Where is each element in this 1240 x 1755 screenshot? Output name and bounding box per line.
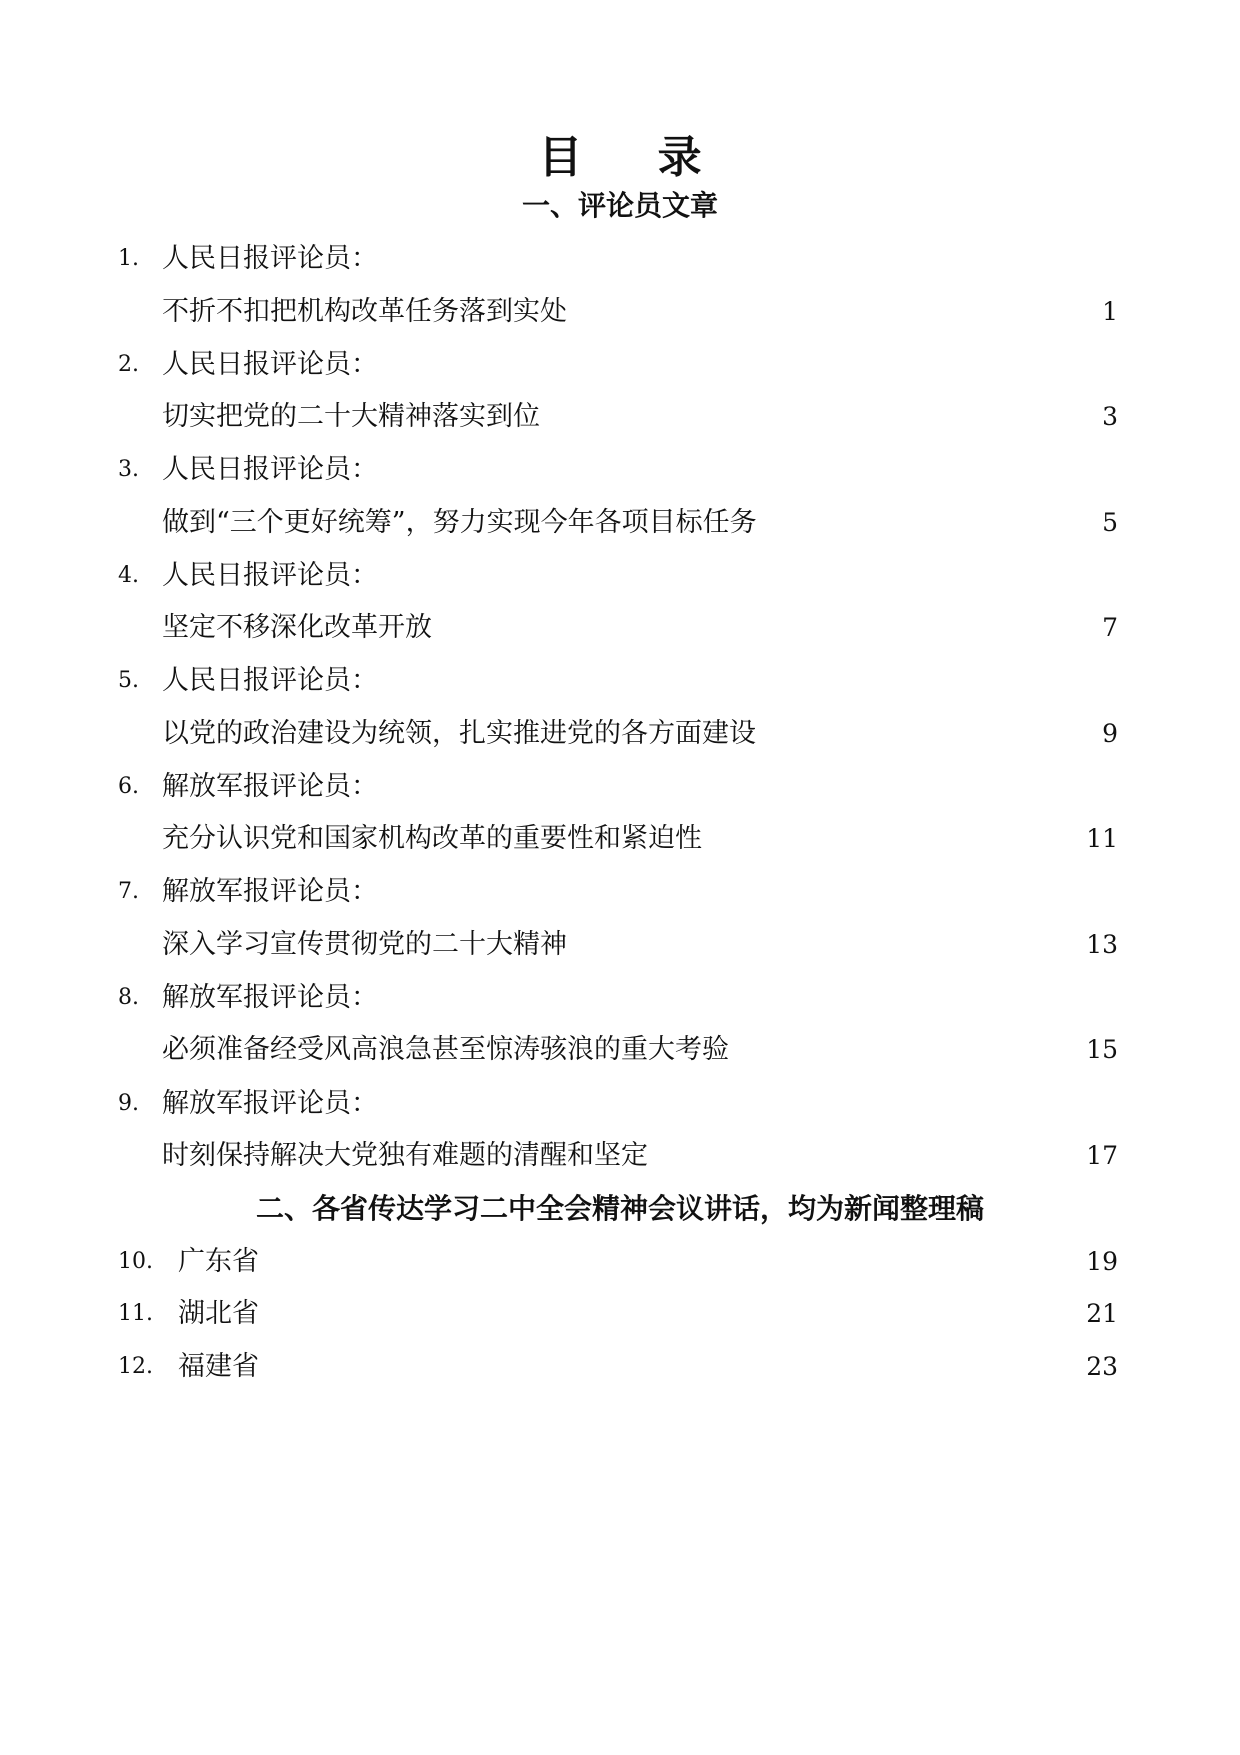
entry-title: 充分认识党和国家机构改革的重要性和紧迫性 (162, 823, 702, 854)
entry-page-number: 1 (1102, 297, 1118, 326)
entry-number: 6. (118, 774, 139, 799)
toc-entry-source-line[interactable] (118, 767, 1118, 807)
entry-page-number: 9 (1102, 719, 1118, 748)
toc-entry-title-line[interactable] (118, 714, 1118, 754)
toc-entry-title-line[interactable] (118, 819, 1118, 859)
entry-source: 人民日报评论员： (162, 349, 378, 380)
entry-source: 人民日报评论员： (162, 243, 378, 274)
entry-title: 坚定不移深化改革开放 (162, 612, 432, 643)
entry-title: 福建省 (178, 1351, 259, 1382)
toc-entry-source-line[interactable] (118, 661, 1118, 701)
entry-title: 做到“三个更好统筹”，努力实现今年各项目标任务 (162, 507, 757, 538)
entry-title: 切实把党的二十大精神落实到位 (162, 401, 540, 432)
entry-number: 1. (118, 246, 139, 271)
entry-number: 2. (118, 352, 139, 377)
entry-page-number: 11 (1086, 824, 1118, 853)
entry-source: 人民日报评论员： (162, 454, 378, 485)
toc-entry-source-line[interactable] (118, 1084, 1118, 1124)
toc-entry-source-line[interactable] (118, 556, 1118, 596)
entry-page-number: 23 (1086, 1352, 1118, 1381)
toc-entry-source-line[interactable] (118, 978, 1118, 1018)
entry-number: 12. (118, 1354, 153, 1379)
toc-entry-title-line[interactable] (118, 503, 1118, 543)
toc-entry-source-line[interactable] (118, 450, 1118, 490)
toc-entry-source-line[interactable] (118, 872, 1118, 912)
toc-entry-title-line[interactable] (118, 1136, 1118, 1176)
toc-entry-source-line[interactable] (118, 239, 1118, 279)
entry-number: 3. (118, 457, 139, 482)
entry-title: 以党的政治建设为统领，扎实推进党的各方面建设 (162, 718, 756, 749)
section-heading-2: 二、各省传达学习二中全会精神会议讲话，均为新闻整理稿 (255, 1192, 984, 1225)
entry-page-number: 13 (1086, 930, 1118, 959)
toc-entry-source-line[interactable] (118, 345, 1118, 385)
toc-entry-province[interactable] (118, 1347, 1118, 1387)
entry-source: 解放军报评论员： (162, 876, 378, 907)
entry-page-number: 15 (1086, 1035, 1118, 1064)
entry-title: 深入学习宣传贯彻党的二十大精神 (162, 929, 567, 960)
toc-entry-province[interactable] (118, 1294, 1118, 1334)
entry-title: 必须准备经受风高浪急甚至惊涛骇浪的重大考验 (162, 1034, 729, 1065)
entry-title: 广东省 (178, 1246, 259, 1277)
entry-page-number: 19 (1086, 1247, 1118, 1276)
entry-source: 解放军报评论员： (162, 982, 378, 1013)
entry-page-number: 3 (1102, 402, 1118, 431)
entry-number: 10. (118, 1249, 153, 1274)
toc-entry-title-line[interactable] (118, 608, 1118, 648)
entry-page-number: 7 (1102, 613, 1118, 642)
entry-source: 人民日报评论员： (162, 665, 378, 696)
entry-number: 11. (118, 1301, 153, 1326)
entry-number: 4. (118, 563, 139, 588)
toc-entry-title-line[interactable] (118, 397, 1118, 437)
entry-page-number: 5 (1102, 508, 1118, 537)
entry-source: 人民日报评论员： (162, 560, 378, 591)
toc-entry-province[interactable] (118, 1242, 1118, 1282)
section-heading-1: 一、评论员文章 (521, 189, 718, 222)
entry-number: 9. (118, 1091, 139, 1116)
entry-number: 7. (118, 879, 139, 904)
entry-source: 解放军报评论员： (162, 1088, 378, 1119)
toc-entry-title-line[interactable] (118, 1030, 1118, 1070)
entry-page-number: 17 (1086, 1141, 1118, 1170)
entry-source: 解放军报评论员： (162, 771, 378, 802)
toc-entry-title-line[interactable] (118, 292, 1118, 332)
entry-page-number: 21 (1086, 1299, 1118, 1328)
entry-number: 8. (118, 985, 139, 1010)
entry-title: 湖北省 (178, 1298, 259, 1329)
page-title: 目 录 (538, 132, 732, 183)
entry-title: 时刻保持解决大党独有难题的清醒和坚定 (162, 1140, 648, 1171)
entry-number: 5. (118, 668, 139, 693)
toc-entry-title-line[interactable] (118, 925, 1118, 965)
entry-title: 不折不扣把机构改革任务落到实处 (162, 296, 567, 327)
